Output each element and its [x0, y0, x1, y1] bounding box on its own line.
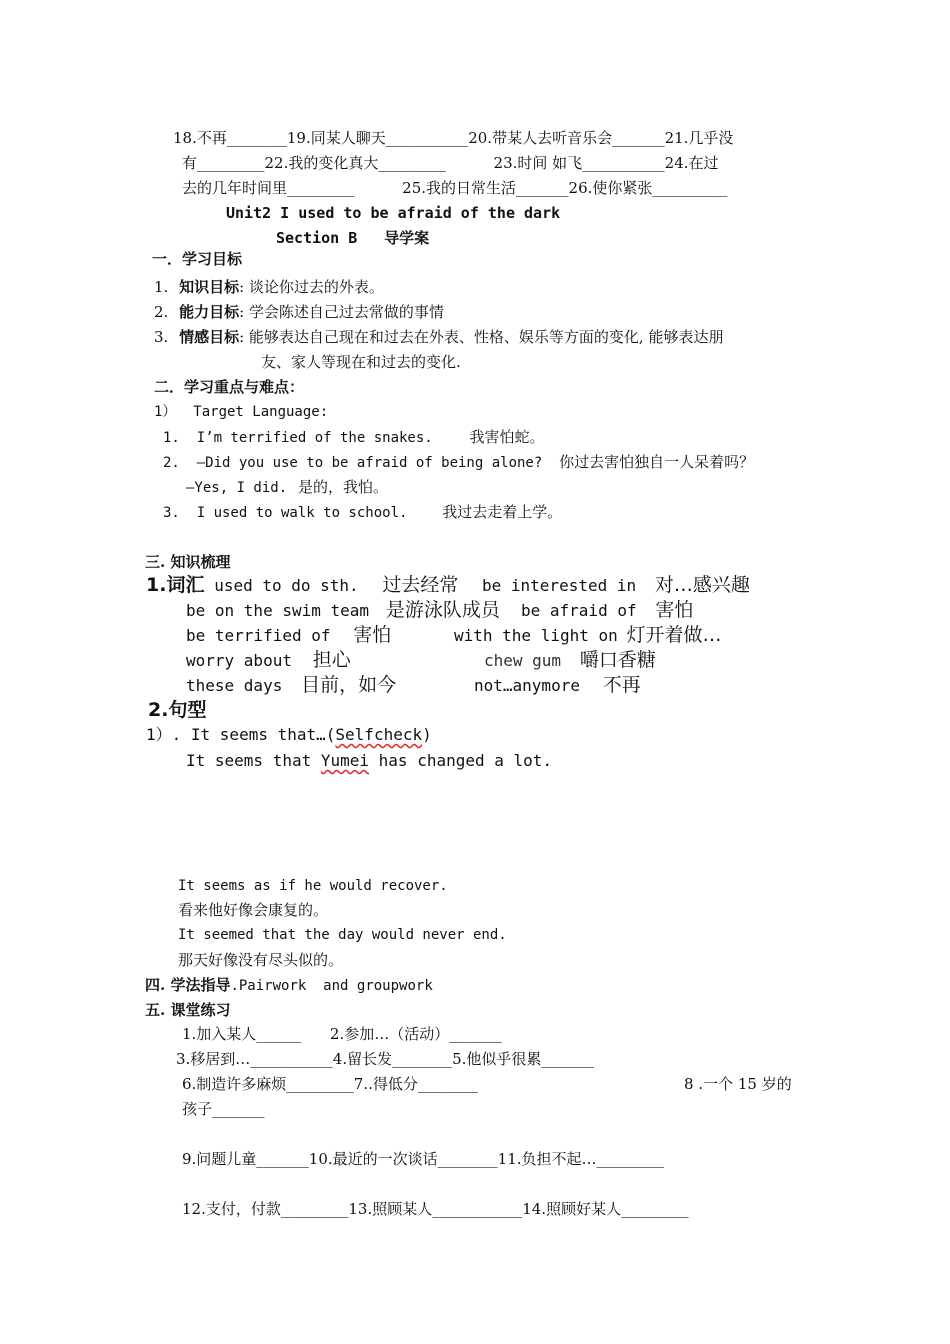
exercise-line-2: 有_________22.我的变化真大_________ 23.时间 如飞___________24.在过: [182, 154, 719, 172]
practice-line-3a: 6.制造许多麻烦_________7..得低分________: [182, 1075, 478, 1093]
vocab-en: be interested in: [482, 576, 637, 595]
goal-3-num: 3.: [154, 328, 169, 346]
vocab-row-4-right: [484, 648, 656, 673]
sentence-2-cn: 你过去害怕独自一人呆着吗？: [559, 453, 755, 471]
practice-line-6: 12.支付，付款_________13.照顾某人____________14.照顾好某人_________: [182, 1200, 689, 1218]
sentence-3-en: 3. I used to walk to school.: [163, 505, 408, 521]
vocab-row-5-right: [474, 673, 641, 698]
method-text: .Pairwork and groupwork: [230, 978, 433, 994]
sentence-2b-en: —Yes, I did.: [186, 480, 288, 496]
practice-line-1: 1.加入某人______ 2.参加…（活动）_______: [182, 1025, 502, 1043]
vocab-en: not…anymore: [474, 676, 580, 695]
goal-1: [154, 277, 384, 297]
sentence-2: [163, 452, 754, 473]
pattern-1-text: 1）. It seems that…(: [146, 725, 336, 744]
sentence-2b-cn: 是的，我怕。: [297, 478, 388, 496]
example-post: has changed a lot.: [369, 751, 553, 770]
goal-2-label: 能力目标: [179, 303, 240, 321]
example-3-en: It seemed that the day would never end.: [178, 927, 507, 943]
vocab-cn: 嚼口香糖: [579, 649, 656, 671]
vocab-cn: 害怕: [353, 624, 392, 646]
vocab-cn: 是游泳队成员: [385, 599, 500, 621]
vocab-label: 1.词汇: [146, 574, 205, 596]
practice-line-4: 孩子_______: [182, 1100, 265, 1118]
pattern-example: [186, 750, 552, 772]
method-line: [145, 975, 433, 996]
practice-heading: 五. 课堂练习: [145, 1001, 231, 1019]
vocab-row-5: [186, 673, 396, 698]
example-2-en: It seems as if he would recover.: [178, 878, 448, 894]
goal-2-num: 2.: [154, 303, 169, 321]
target-language: 1） Target Language:: [154, 404, 329, 420]
pattern-1: [146, 724, 432, 746]
goal-1-num: 1.: [154, 278, 169, 296]
guide-label: 导学案: [384, 229, 430, 247]
vocab-en: be terrified of: [186, 626, 331, 645]
goal-3-continued: 友、家人等现在和过去的变化.: [261, 353, 461, 371]
vocab-row-4: [186, 648, 351, 673]
vocab-en: these days: [186, 676, 283, 695]
key-points-heading: 二．学习重点与难点：: [154, 378, 305, 396]
goal-1-label: 知识目标: [179, 278, 240, 296]
vocab-row-1-right: [482, 573, 750, 598]
pattern-label: 2.句型: [148, 699, 207, 721]
pattern-1-end: ): [422, 725, 432, 744]
vocab-cn: 灯开着做…: [626, 624, 722, 646]
vocab-cn: 担心: [312, 649, 351, 671]
section-title: [276, 228, 429, 248]
vocab-en: with the light on: [454, 626, 618, 645]
goal-2: [154, 302, 444, 322]
method-heading: 四. 学法指导: [145, 976, 231, 994]
vocab-row-2: [186, 598, 500, 623]
practice-line-3b: 8 .一个 15 岁的: [684, 1075, 792, 1093]
example-3-cn: 那天好像没有尽头似的。: [178, 951, 344, 969]
sentence-2b: [186, 477, 388, 498]
sentence-1-en: 1. I’m terrified of the snakes.: [163, 430, 433, 446]
sentence-3: [163, 502, 562, 523]
vocab-en: be on the swim team: [186, 601, 370, 620]
example-2-cn: 看来他好像会康复的。: [178, 901, 329, 919]
vocab-cn: 对…感兴趣: [654, 574, 750, 596]
pattern-1-selfcheck: Selfcheck: [335, 725, 423, 744]
goal-3: [154, 327, 723, 347]
section-label: Section B: [276, 229, 358, 247]
vocab-en: worry about: [186, 651, 292, 670]
sentence-3-cn: 我过去走着上学。: [442, 503, 563, 521]
knowledge-heading: 三. 知识梳理: [145, 553, 231, 571]
sentence-1-cn: 我害怕蛇。: [469, 428, 545, 446]
goal-2-text: : 学会陈述自己过去常做的事情: [239, 303, 444, 321]
goal-3-text: : 能够表达自己现在和过去在外表、性格、娱乐等方面的变化, 能够表达朋: [239, 328, 724, 346]
practice-line-5: 9.问题儿童_______10.最近的一次谈话________11.负担不起…_________: [182, 1150, 665, 1168]
vocab-row-3-right: [454, 623, 722, 648]
vocab-cn: 害怕: [655, 599, 694, 621]
vocab-en: chew gum: [484, 651, 562, 670]
exercise-line-3: 去的几年时间里_________ 25.我的日常生活_______26.使你紧张__________: [182, 179, 728, 197]
vocab-row-1: [146, 573, 458, 598]
example-name: Yumei: [320, 751, 370, 770]
vocab-row-3: [186, 623, 391, 648]
vocab-row-2-right: [521, 598, 693, 623]
goal-1-text: : 谈论你过去的外表。: [239, 278, 384, 296]
goals-heading: 一．学习目标: [152, 250, 243, 268]
example-pre: It seems that: [186, 751, 321, 770]
sentence-2-en: 2. —Did you use to be afraid of being alone?: [163, 455, 543, 471]
unit-title: Unit2 I used to be afraid of the dark: [226, 204, 561, 222]
practice-line-2: 3.移居到…___________4.留长发________5.他似乎很累_______: [176, 1050, 594, 1068]
vocab-en: be afraid of: [521, 601, 637, 620]
exercise-line-1: 18.不再________19.同某人聊天___________20.带某人去听音乐会_______21.几乎没: [173, 129, 734, 147]
goal-3-label: 情感目标: [179, 328, 240, 346]
vocab-cn: 不再: [602, 674, 641, 696]
vocab-cn: 目前，如今: [301, 674, 397, 696]
vocab-cn: 过去经常: [382, 574, 459, 596]
sentence-1: [163, 427, 545, 448]
vocab-en: used to do sth.: [214, 576, 359, 595]
